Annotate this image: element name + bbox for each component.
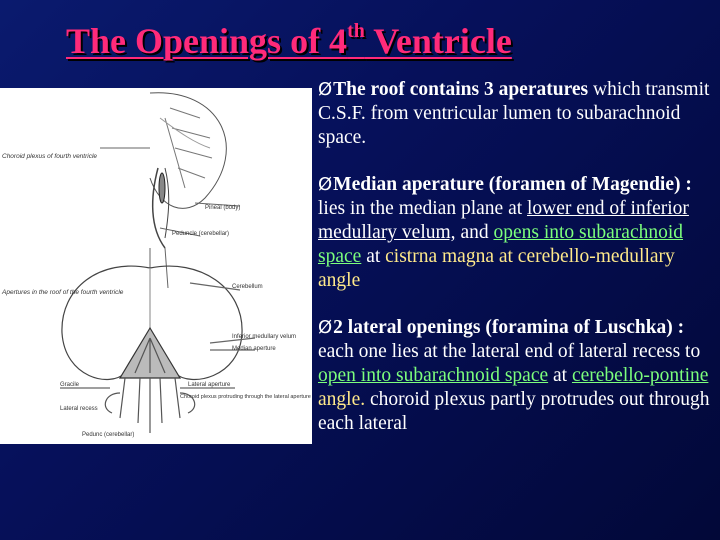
label-gracile: Gracile [60, 382, 80, 388]
slide-title: The Openings of 4th Ventricle [66, 20, 512, 61]
label-cerebellum: Cerebellum [232, 284, 263, 290]
point-roof-apertures: ØThe roof contains 3 aperatures which transmit C.S.F. from ventricular lumen to subarachnoid space. [318, 79, 710, 149]
point-lateral-openings: Ø2 lateral openings (foramina of Luschka) : each one lies at the lateral end of lateral recess to open into subarachnoid space at cerebello-pontine angle. choroid plexus partly protrudes out through each lateral [318, 316, 710, 435]
arrow-bullet-icon: Ø [318, 173, 333, 195]
point-median-aperture: ØMedian aperature (foramen of Magendie) : lies in the median plane at lower end of inferior medullary velum, and opens into subarachnoid space at cistrna magna at cerebello-medullary angle [318, 173, 692, 292]
label-choroid-plexus: Choroid plexus of fourth ventricle [2, 153, 98, 160]
arrow-bullet-icon: Ø [318, 316, 333, 338]
anatomy-figure [0, 88, 312, 444]
label-choroid-protruding: Choroid plexus protruding through the lateral aperture [180, 394, 311, 400]
label-median: Median aperture [232, 346, 276, 352]
label-peduncle-top: Peduncle (cerebellar) [172, 231, 230, 237]
label-apertures: Apertures in the roof of the fourth ventricle [2, 289, 124, 296]
slide-body [318, 78, 714, 459]
label-pineal: Pineal (body) [205, 205, 241, 211]
label-lateral-recess: Lateral recess [60, 406, 98, 412]
label-inferior-medullary: Inferior medullary velum [232, 334, 297, 340]
ventricle-diagram [0, 88, 312, 444]
arrow-bullet-icon: Ø [318, 79, 333, 100]
label-lateral-aperture: Lateral aperture [188, 382, 231, 388]
label-pedunc-bottom: Pedunc (cerebellar) [82, 432, 135, 438]
sagittal-view [100, 93, 240, 288]
